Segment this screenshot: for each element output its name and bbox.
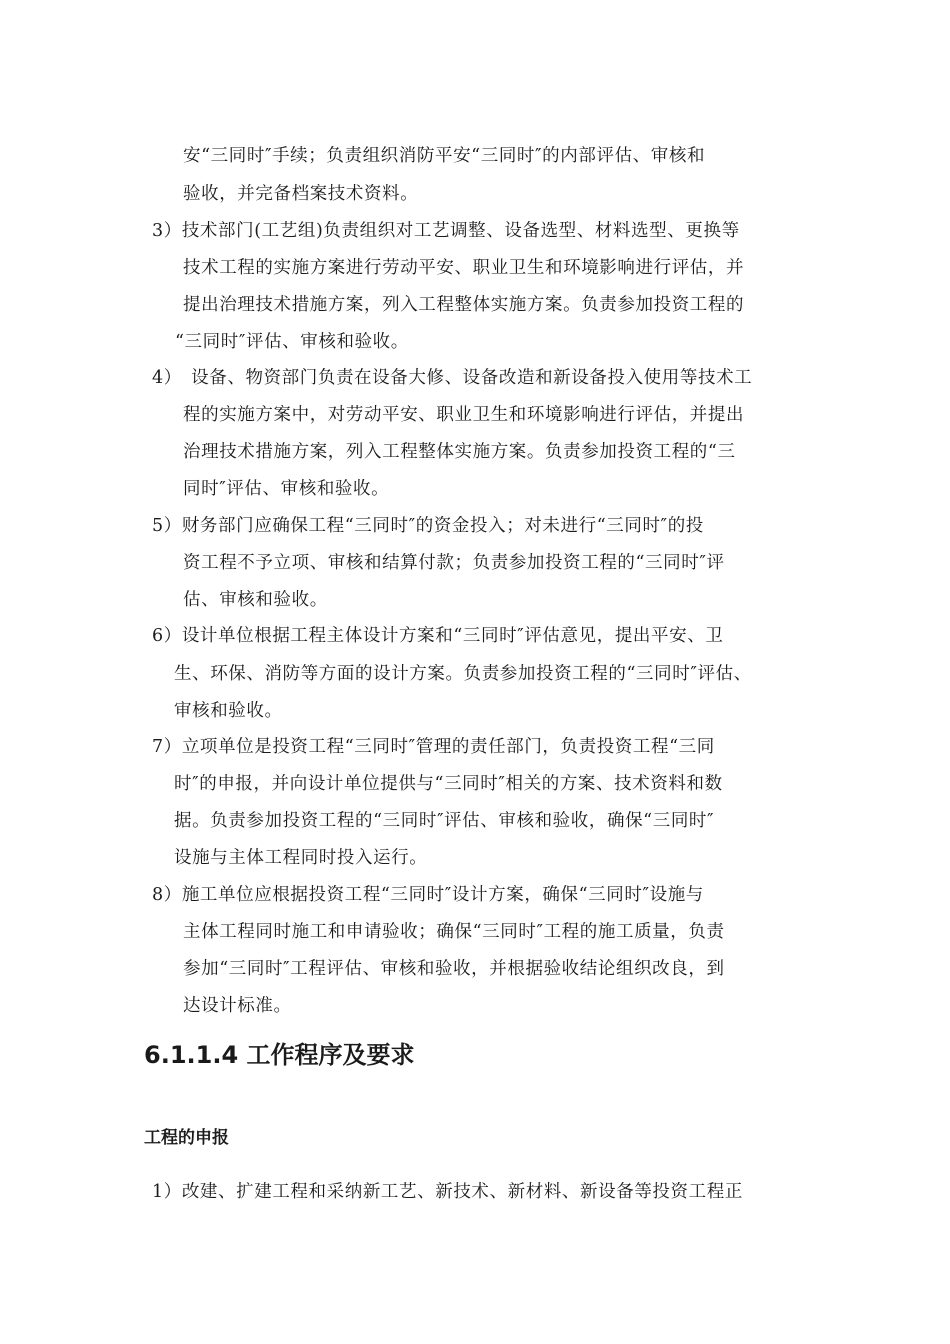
text-line: 参加“三同时″工程评估、审核和验收，并根据验收结论组织改良，到: [183, 958, 725, 979]
list-item-8: 8）施工单位应根据投资工程“三同时″设计方案，确保“三同时″设施与: [152, 884, 704, 905]
list-item-1: 1）改建、扩建工程和采纳新工艺、新技术、新材料、新设备等投资工程正: [152, 1181, 743, 1202]
text-line: “三同时″评估、审核和验收。: [175, 331, 409, 352]
list-item-4: 4） 设备、物资部门负责在设备大修、设备改造和新设备投入使用等技术工: [152, 367, 753, 388]
text-line: 验收，并完备档案技术资料。: [183, 183, 419, 204]
text-line: 治理技术措施方案，列入工程整体实施方案。负责参加投资工程的“三: [183, 441, 736, 462]
text-line: 时″的申报，并向设计单位提供与“三同时″相关的方案、技术资料和数: [174, 773, 723, 794]
subsection-heading: 工程的申报: [144, 1128, 229, 1148]
text-line: 估、审核和验收。: [183, 589, 328, 610]
section-heading: 6.1.1.4 工作程序及要求: [144, 1041, 415, 1069]
text-line: 据。负责参加投资工程的“三同时″评估、审核和验收，确保“三同时″: [174, 810, 715, 831]
text-line: 资工程不予立项、审核和结算付款；负责参加投资工程的“三同时″评: [183, 552, 725, 573]
text-line: 同时″评估、审核和验收。: [183, 478, 390, 499]
list-item-7: 7）立项单位是投资工程“三同时″管理的责任部门，负责投资工程“三同: [152, 736, 715, 757]
text-line: 审核和验收。: [174, 700, 283, 721]
text-line: 生、环保、消防等方面的设计方案。负责参加投资工程的“三同时″评估、: [174, 663, 752, 684]
text-line: 程的实施方案中，对劳动平安、职业卫生和环境影响进行评估，并提出: [183, 404, 745, 425]
text-line: 达设计标准。: [183, 995, 292, 1016]
list-item-6: 6）设计单位根据工程主体设计方案和“三同时″评估意见，提出平安、卫: [152, 625, 724, 646]
list-item-3: 3）技术部门(工艺组)负责组织对工艺调整、设备选型、材料选型、更换等: [152, 220, 740, 241]
text-line: 安“三同时″手续；负责组织消防平安“三同时″的内部评估、审核和: [183, 145, 706, 166]
text-line: 设施与主体工程同时投入运行。: [174, 847, 428, 868]
text-line: 提出治理技术措施方案，列入工程整体实施方案。负责参加投资工程的: [183, 294, 745, 315]
list-item-5: 5）财务部门应确保工程“三同时″的资金投入；对未进行“三同时″的投: [152, 515, 704, 536]
text-line: 主体工程同时施工和申请验收；确保“三同时″工程的施工质量，负责: [183, 921, 725, 942]
text-line: 技术工程的实施方案进行劳动平安、职业卫生和环境影响进行评估，并: [183, 257, 745, 278]
